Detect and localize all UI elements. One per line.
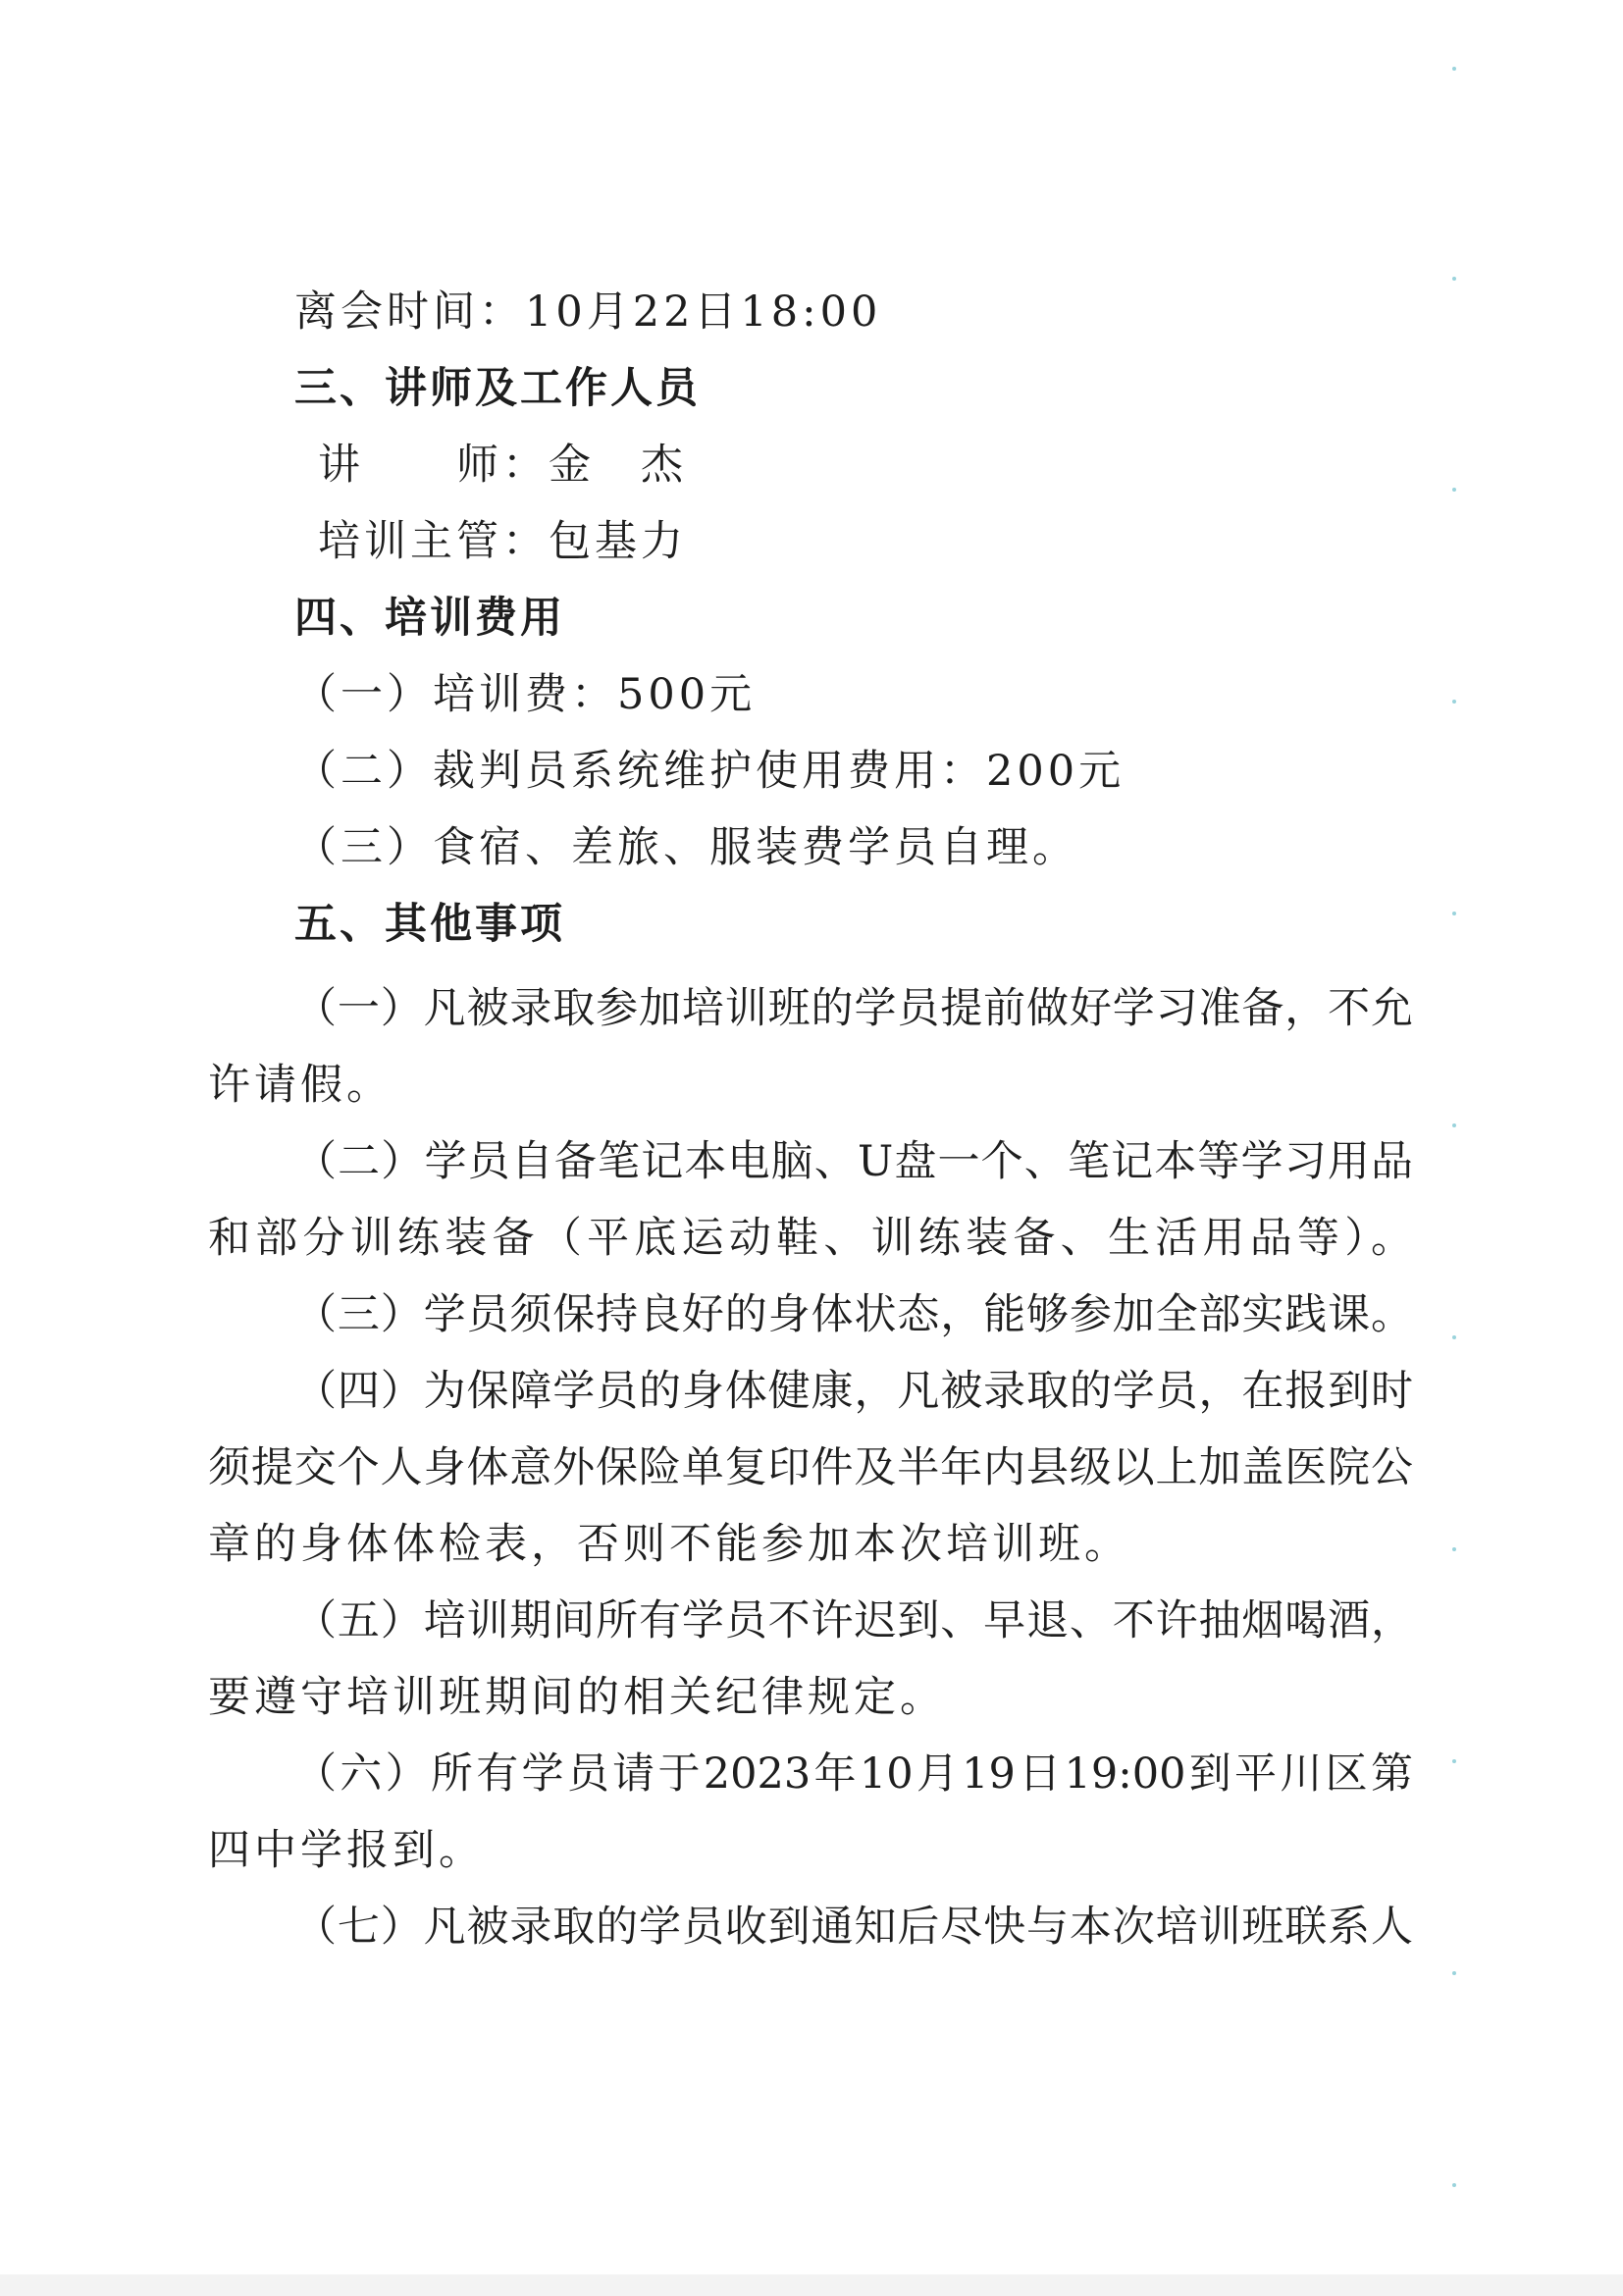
other-item-7-line-1: （七）凡被录取的学员收到通知后尽快与本次培训班联系人 [294,1903,1413,1952]
scan-mark [1452,1123,1456,1127]
scan-mark [1452,488,1456,492]
other-item-2-line-1: （二）学员自备笔记本电脑、U盘一个、笔记本等学习用品 [294,1137,1413,1186]
other-item-4-line-1: （四）为保障学员的身体健康，凡被录取的学员，在报到时 [294,1367,1413,1416]
scan-bottom-edge [0,2274,1623,2296]
fee-item-self-paid: （三）食宿、差旅、服装费学员自理。 [294,823,1078,872]
other-item-2-line-2: 和部分训练装备（平底运动鞋、训练装备、生活用品等）。 [208,1214,1413,1263]
section-heading-staff: 三、讲师及工作人员 [294,364,701,413]
other-item-4-line-2: 须提交个人身体意外保险单复印件及半年内县级以上加盖医院公 [208,1443,1413,1492]
departure-time-line: 离会时间：10月22日18:00 [294,287,882,337]
other-item-3-line-1: （三）学员须保持良好的身体状态，能够参加全部实践课。 [294,1290,1413,1339]
fee-item-system: （二）裁判员系统维护使用费用：200元 [294,747,1126,796]
other-item-6-line-2: 四中学报到。 [208,1826,485,1875]
other-item-6-line-1: （六）所有学员请于2023年10月19日19:00到平川区第 [294,1749,1413,1799]
fee-item-training: （一）培训费：500元 [294,670,757,719]
other-item-5-line-2: 要遵守培训班期间的相关纪律规定。 [208,1673,946,1722]
training-supervisor-line: 培训主管：包基力 [318,517,687,566]
other-item-1-line-1: （一）凡被录取参加培训班的学员提前做好学习准备，不允 [294,984,1413,1033]
section-heading-other: 五、其他事项 [294,900,565,949]
section-heading-fees: 四、培训费用 [294,594,565,643]
scan-mark [1452,67,1456,71]
scan-mark [1452,912,1456,915]
scan-mark [1452,1759,1456,1763]
scan-mark [1452,700,1456,704]
scan-mark [1452,277,1456,281]
other-item-4-line-3: 章的身体体检表，否则不能参加本次培训班。 [208,1520,1130,1569]
other-item-5-line-1: （五）培训期间所有学员不许迟到、早退、不许抽烟喝酒， [294,1596,1413,1645]
lecturer-line: 讲 师：金 杰 [318,441,687,490]
scan-mark [1452,2183,1456,2187]
scan-mark [1452,1335,1456,1339]
other-item-1-line-2: 许请假。 [208,1061,393,1110]
scan-mark [1452,1547,1456,1551]
scan-mark [1452,1971,1456,1975]
